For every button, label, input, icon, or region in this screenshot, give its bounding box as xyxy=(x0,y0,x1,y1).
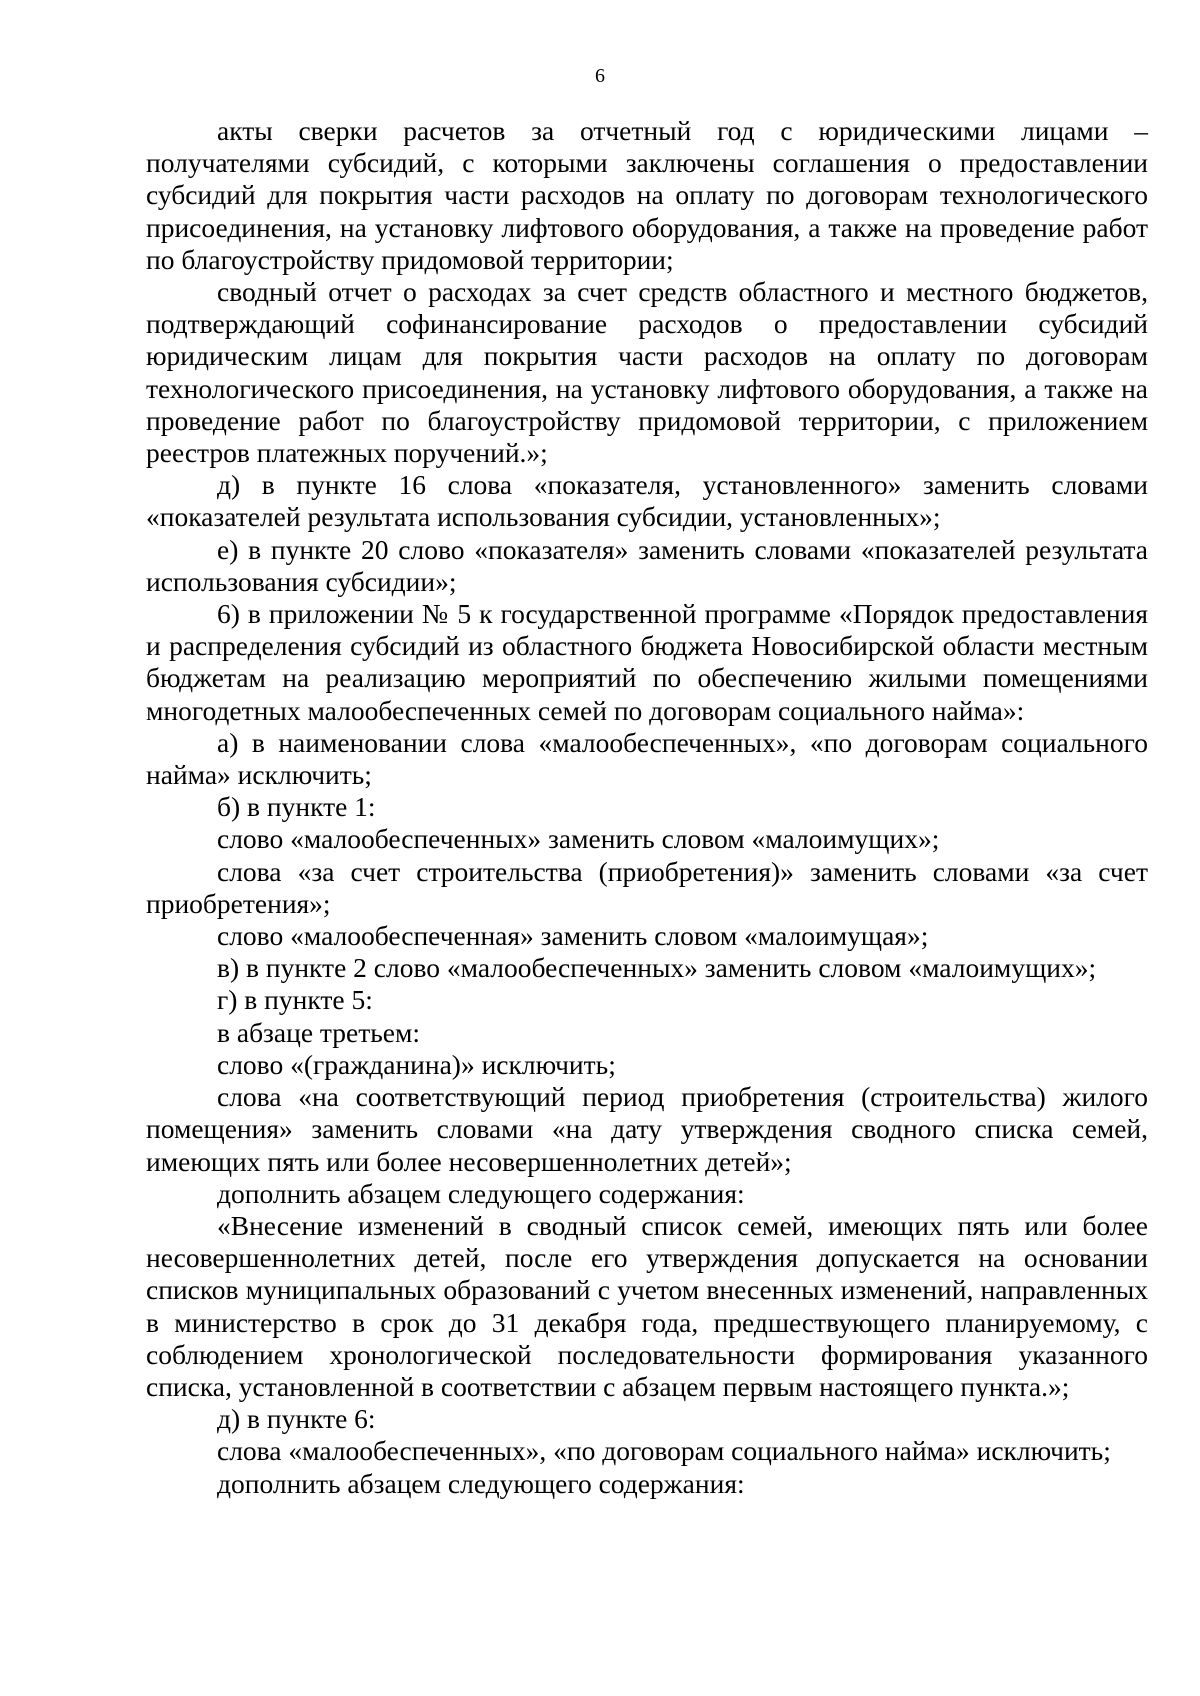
paragraph: дополнить абзацем следующего содержания: xyxy=(217,1177,745,1209)
paragraph: в) в пункте 2 слово «малообеспеченных» заменить словом «малоимущих»; xyxy=(217,952,1097,984)
paragraph: слова «малообеспеченных», «по договорам социального найма» исключить; xyxy=(217,1435,1111,1467)
paragraph: г) в пункте 5: xyxy=(217,984,373,1016)
paragraph: 6) в приложении № 5 к государственной программе «Порядок предоставления и распределения субсидий из областного бюджета Новосибирской области местным бюджетам на реализацию мероприятий по обеспечению жилыми помещениями многодетных малообеспеченных семей по договорам социального найма»: xyxy=(146,598,1148,726)
paragraph: в абзаце третьем: xyxy=(217,1016,421,1048)
paragraph: б) в пункте 1: xyxy=(217,791,376,823)
paragraph: слово «(гражданина)» исключить; xyxy=(217,1048,616,1080)
paragraph: слово «малообеспеченная» заменить словом «малоимущая»; xyxy=(217,920,929,952)
paragraph: а) в наименовании слова «малообеспеченных», «по договорам социального найма» исключить; xyxy=(146,726,1148,791)
paragraph: е) в пункте 20 слово «показателя» заменить словами «показателей результата использования субсидии»; xyxy=(146,533,1148,597)
paragraph: слова «на соответствующий период приобретения (строительства) жилого помещения» заменить словами «на дату утверждения сводного списка семей, имеющих пять или более несовершеннолетних детей»; xyxy=(146,1081,1148,1177)
paragraph: д) в пункте 16 слова «показателя, установленного» заменить словами «показателей результата использования субсидии, установленных»; xyxy=(146,469,1148,533)
paragraph: акты сверки расчетов за отчетный год с юридическими лицами – получателями субсидий, с которыми заключены соглашения о предоставлении субсидий для покрытия части расходов на оплату по договорам технологического присоединения, на установку лифтового оборудования, а также на проведение работ по благоустройству придомовой территории; xyxy=(146,115,1148,275)
document-body xyxy=(146,115,1148,1500)
page-number: 6 xyxy=(595,65,605,87)
paragraph: дополнить абзацем следующего содержания: xyxy=(217,1467,745,1499)
paragraph: сводный отчет о расходах за счет средств областного и местного бюджетов, подтверждающий софинансирование расходов о предоставлении субсидий юридическим лицам для покрытия части расходов на оплату по договорам технологического присоединения, на установку лифтового оборудования, а также на проведение работ по благоустройству придомовой территории, с приложением реестров платежных поручений.»; xyxy=(146,276,1148,469)
paragraph: слова «за счет строительства (приобретения)» заменить словами «за счет приобретения»; xyxy=(146,855,1148,919)
paragraph: слово «малообеспеченных» заменить словом «малоимущих»; xyxy=(217,823,940,855)
paragraph: «Внесение изменений в сводный список семей, имеющих пять или более несовершеннолетних детей, после его утверждения допускается на основании списков муниципальных образований с учетом внесенных изменений, направленных в министерство в срок до 31 декабря года, предшествующего планируемому, с соблюдением хронологической последовательности формирования указанного списка, установленной в соответствии с абзацем первым настоящего пункта.»; xyxy=(146,1209,1148,1402)
paragraph: д) в пункте 6: xyxy=(217,1403,376,1435)
